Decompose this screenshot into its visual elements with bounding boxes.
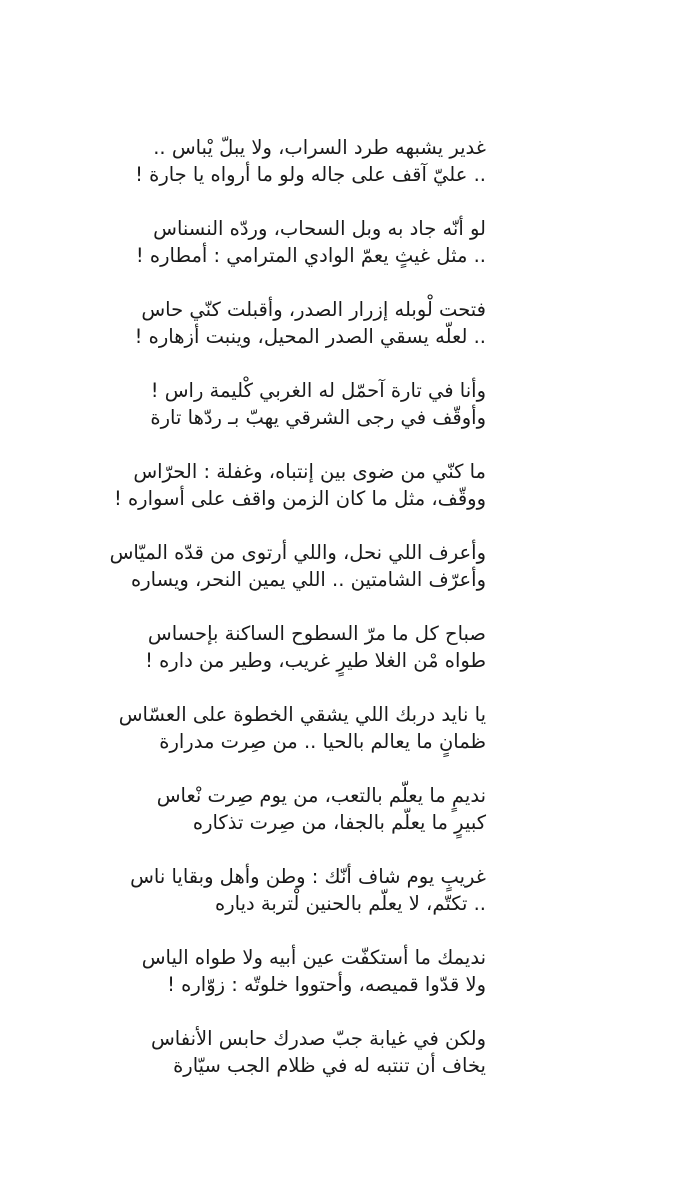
poem-line: .. لعلّه يسقي الصدر المحيل، وينبت أزهاره !	[134, 325, 486, 348]
stanza-10	[0, 864, 676, 945]
stanza-1	[0, 135, 676, 216]
stanza-3	[0, 297, 676, 378]
stanza-6	[0, 540, 676, 621]
poem-line: يا نايد دربك اللي يشقي الخطوة على العسّاس	[118, 703, 486, 726]
poem-line: ولكن في غيابة جبّ صدرك حابس الأنفاس	[151, 1027, 486, 1050]
stanza-7	[0, 621, 676, 702]
poem-line: ظمانٍ ما يعالم بالحيا .. من صِرت مدرارة	[159, 730, 486, 753]
stanza-8	[0, 702, 676, 783]
poem-line: .. عليّ آقف على جاله ولو ما أرواه يا جارة !	[135, 163, 486, 186]
poem-line: وأعرف اللي نحل، واللي أرتوى من قدّه الميّاس	[109, 541, 486, 564]
poem-line: وأوقّف في رجى الشرقي يهبّ بـ ردّها تارة	[150, 406, 486, 429]
poem-line: لو أنّه جاد به وبل السحاب، وردّه النسناس	[153, 217, 486, 240]
poem-line: وأعرّف الشامتين .. اللي يمين النحر، ويساره	[131, 568, 486, 591]
poem-line: .. تكتّم، لا يعلّم بالحنين لْتربة دياره	[215, 892, 486, 915]
poem-line: ووقّف، مثل ما كان الزمن واقف على أسواره !	[113, 487, 486, 510]
stanza-9	[0, 783, 676, 864]
poem-line: نديمك ما أستكفّت عين أبيه ولا طواه الياس	[141, 946, 486, 969]
poem-line: ما كنّي من ضوى بين إنتباه، وغفلة : الحرّاس	[133, 460, 486, 483]
poem-line: وأنا في تارة آحمّل له الغربي كْليمة راس !	[150, 379, 486, 402]
poem-line: غريبٍ يوم شاف أنّك : وطن وأهل وبقايا ناس	[130, 865, 486, 888]
poem-line: .. مثل غيثٍ يعمّ الوادي المترامي : أمطاره !	[135, 244, 486, 267]
poem-line: صباح كل ما مرّ السطوح الساكنة بإحساس	[147, 622, 486, 645]
poem-line: ولا قدّوا قميصه، وأحتووا خلوتّه : زوّاره !	[167, 973, 486, 996]
poem-line: يخاف أن تنتبه له في ظلام الجب سيّارة	[173, 1054, 486, 1077]
poem-line: طواه مْن الغلا طيرٍ غريب، وطير من داره !	[145, 649, 486, 672]
stanza-5	[0, 459, 676, 540]
poem-line: نديمٍ ما يعلّم بالتعب، من يوم صِرت نْعاس	[156, 784, 486, 807]
poem-line: كبيرٍ ما يعلّم بالجفا، من صِرت تذكاره	[192, 811, 486, 834]
stanza-11	[0, 945, 676, 1026]
poem-line: فتحت لْوبله إزرار الصدر، وأقبلت كنّي حاس	[141, 298, 486, 321]
stanza-4	[0, 378, 676, 459]
stanza-12	[0, 1026, 676, 1107]
poem	[0, 135, 676, 1107]
stanza-2	[0, 216, 676, 297]
poem-line: غدير يشبهه طرد السراب، ولا يبلّ يْباس ..	[153, 136, 486, 159]
